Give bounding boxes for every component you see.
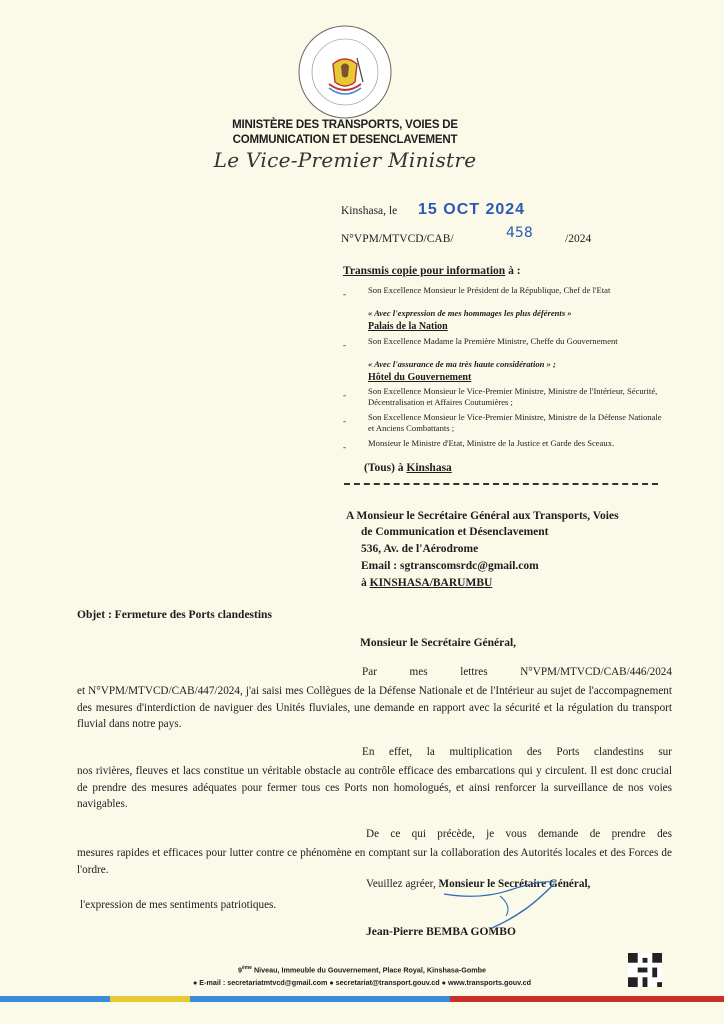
separator-line: [344, 483, 658, 485]
recipient-line1: A Monsieur le Secrétaire Général aux Transports, Voies: [346, 510, 619, 522]
ministry-name-line2: COMMUNICATION ET DESENCLAVEMENT: [232, 134, 458, 146]
paragraph-1-first-line: Par mes lettres N°VPM/MTVCD/CAB/446/2024: [362, 666, 672, 678]
copy-recipient-justice: Monsieur le Ministre d'Etat, Ministre de la Justice et Garde des Sceaux.: [368, 438, 615, 448]
recipient-email: Email : sgtranscomsrdc@gmail.com: [361, 560, 539, 572]
salutation: Monsieur le Secrétaire Général,: [360, 637, 517, 649]
copies-heading: Transmis copie pour information à :: [343, 265, 521, 277]
qr-code-icon: [628, 953, 662, 987]
recipient-address: 536, Av. de l'Aérodrome: [361, 543, 479, 555]
reference-prefix: N°VPM/MTVCD/CAB/: [341, 233, 454, 245]
copy-recipient-president-note: « Avec l'expression de mes hommages les plus déférents »: [368, 308, 572, 318]
paragraph-2: nos rivières, fleuves et lacs constitue un véritable obstacle au contrôle efficace des embarcations qui y circulent. Il est donc crucial de prendre des mesures adéquates pour fermer tous ces Ports non homologués, et ainsi renforcer la surveillance de nos voies navigables.: [77, 765, 672, 810]
paragraph-1: et N°VPM/MTVCD/CAB/447/2024, j'ai saisi mes Collègues de la Défense Nationale et de l'Intérieur au sujet de l'accompagnement des mesures d'interdiction de naviguer des Unités fluviales, une demande en rapport avec la sécurité et la régulation du transport fluvial dans notre pays.: [77, 685, 672, 730]
recipient-city: à KINSHASA/BARUMBU: [361, 577, 493, 589]
subject-line: Objet : Fermeture des Ports clandestins: [77, 609, 272, 621]
footer-stripe-yellow: [110, 996, 190, 1002]
copy-recipient-prime-minister-place: Hôtel du Gouvernement: [368, 372, 472, 383]
paragraph-2-first-line: En effet, la multiplication des Ports clandestins sur: [362, 746, 672, 758]
copy-recipient-president: Son Excellence Monsieur le Président de la République, Chef de l'Etat: [368, 285, 611, 295]
footer-stripe-blue-2: [190, 996, 450, 1002]
footer-stripe-blue: [0, 996, 110, 1002]
ministry-name-line1: MINISTÈRE DES TRANSPORTS, VOIES DE: [232, 119, 458, 131]
signatory-name: Jean-Pierre BEMBA GOMBO: [366, 926, 516, 938]
closing-formula-end: l'expression de mes sentiments patriotiques.: [80, 899, 277, 911]
closing-formula: Veuillez agréer, Monsieur le Secrétaire Général,: [366, 878, 591, 890]
reference-number: 458: [506, 225, 533, 241]
footer-contacts: ● E-mail : secretariatmtvcd@gmail.com ● secretariat@transport.gouv.cd ● www.transports.gouv.cd: [192, 978, 532, 987]
copy-recipient-interior: Son Excellence Monsieur le Vice-Premier Ministre, Ministre de l'Intérieur, Sécurité, Décentralisation et Affaires Coutumières ;: [368, 386, 658, 407]
copy-recipient-prime-minister-note: « Avec l'assurance de ma très haute considération » ;: [368, 359, 556, 369]
place-label: Kinshasa, le: [341, 205, 398, 217]
paragraph-3-first-line: De ce qui précède, je vous demande de prendre des: [366, 828, 672, 840]
copy-recipient-defense: Son Excellence Monsieur le Vice-Premier Ministre, Ministre de la Défense Nationale et Anciens Combattants ;: [368, 412, 662, 433]
office-title: Le Vice-Premier Ministre: [213, 148, 477, 172]
reference-suffix: /2024: [565, 233, 592, 245]
copy-recipient-prime-minister: Son Excellence Madame la Première Ministre, Cheffe du Gouvernement: [368, 336, 618, 346]
recipient-line2: de Communication et Désenclavement: [361, 526, 549, 538]
government-seal-icon: [297, 24, 393, 120]
copies-closing: (Tous) à Kinshasa: [364, 462, 452, 474]
footer-stripe-red: [450, 996, 724, 1002]
footer-address: 9ème Niveau, Immeuble du Gouvernement, Place Royal, Kinshasa-Gombe: [237, 965, 487, 975]
paragraph-3: mesures rapides et efficaces pour lutter contre ce phénomène en comptant sur la collaboration des Autorités locales et des Forces de l'ordre.: [77, 847, 672, 876]
copy-recipient-president-place: Palais de la Nation: [368, 321, 448, 332]
date-stamp: 15 OCT 2024: [418, 201, 526, 218]
